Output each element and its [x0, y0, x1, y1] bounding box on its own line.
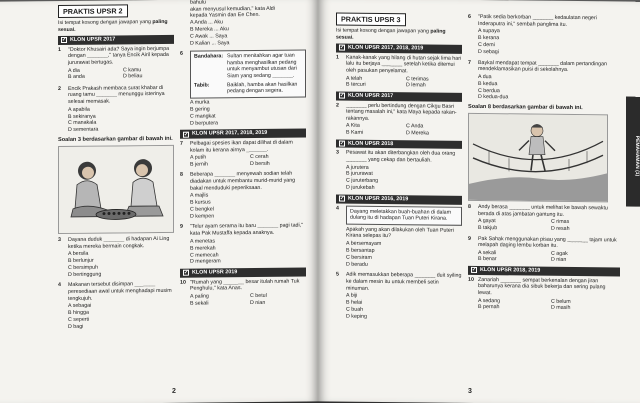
- option[interactable]: A supaya: [478, 28, 500, 35]
- option[interactable]: D nian: [250, 299, 266, 306]
- option[interactable]: C buah: [346, 306, 364, 313]
- klon-band: ✓ KLON UPSR 2018: [336, 139, 462, 149]
- section-heading: Soalan 8 berdasarkan gambar di bawah ini.: [468, 103, 583, 112]
- option[interactable]: B kerana: [478, 35, 500, 42]
- answer-options: [478, 28, 620, 57]
- bridge-illustration: [468, 113, 608, 202]
- practice-header: PRAKTIS UPSR 2: [58, 4, 128, 18]
- question-10: 10 "Rumah yang _______ besar itulah rumah Tuk Penghulu," kata Anas.: [180, 278, 300, 293]
- boy-on-suspension-bridge-image: [469, 114, 607, 201]
- option[interactable]: C kamu: [123, 66, 142, 73]
- question-1: 1 "Doktor Khusairi ada? Saya ingin berjumpa dengan _______," tanya Encik Airil kepada jururawat bertugas.: [58, 45, 170, 66]
- question-1: 1 Kanak-kanak yang hilang di hutan sejak lima hari lalu itu berjaya _______ setelah ketika ditemui oleh pasukan penyelamat.: [336, 54, 462, 75]
- answer-options: [190, 192, 306, 221]
- option[interactable]: D Mereka: [406, 130, 429, 137]
- option[interactable]: B hingga: [68, 309, 89, 317]
- question-9: 9 "Telur ayam serama itu baru _______ pagi tadi," kata Pak Mustaffa kepada anaknya.: [180, 222, 304, 237]
- option[interactable]: A dua: [478, 73, 492, 80]
- congkak-illustration: [58, 145, 174, 234]
- option[interactable]: B Mereka ... Aku: [190, 26, 229, 33]
- left-column-1: [58, 4, 174, 331]
- question-2: 2 Encik Prakash membaca surat khabar di ruang tamu _______ menunggu isterinya selesai memasak.: [58, 84, 165, 105]
- passage-box: Dayang meletakkan buah-buahan di dalam dulang itu di hadapan Tuan Puteri Kirana.: [346, 205, 462, 225]
- option[interactable]: C betul: [250, 292, 267, 300]
- option[interactable]: A bersila: [68, 250, 89, 258]
- option[interactable]: A bersemayam: [346, 240, 382, 248]
- option[interactable]: D nian: [551, 257, 567, 264]
- option[interactable]: C manakala: [68, 120, 97, 127]
- option[interactable]: A apabila: [68, 106, 90, 113]
- right-column-1: [336, 13, 462, 322]
- question-7: 7 Baykal mendapat tempat _______ dalam pertandingan mendeklamasikan puisi di sekolahnya.: [468, 59, 607, 74]
- option[interactable]: A gayat: [478, 218, 496, 225]
- children-playing-congkak-image: [59, 146, 173, 233]
- option[interactable]: D berputera: [190, 119, 218, 127]
- option[interactable]: B jururawat: [346, 171, 373, 178]
- answer-options: [478, 74, 620, 103]
- option[interactable]: A sedang: [478, 297, 501, 304]
- option[interactable]: A putih: [190, 154, 207, 161]
- speaker-label: Bandahara:: [194, 53, 224, 60]
- klon-band: ✓ KLON UPSR 2017: [336, 91, 462, 101]
- option[interactable]: A Kita: [346, 122, 360, 130]
- option[interactable]: C rimas: [551, 219, 570, 226]
- page-number: 2: [172, 388, 176, 396]
- option[interactable]: B Kami: [346, 129, 364, 136]
- option[interactable]: A sekali: [478, 249, 497, 256]
- option[interactable]: B sekali: [190, 300, 209, 307]
- answer-options: [478, 250, 620, 265]
- option[interactable]: C bersiram: [346, 254, 372, 261]
- option[interactable]: B berlunjur: [68, 257, 94, 265]
- answer-options: [346, 75, 462, 89]
- option[interactable]: D beliau: [123, 73, 143, 80]
- question-6: 6 "Patik sedia berkorban _______ kedaulatan negeri Inderaputra ini," sembah panglima itu.: [468, 13, 597, 28]
- option[interactable]: B gering: [190, 106, 210, 113]
- question-9: 9 Pak Sahak menggunakan pisau yang _______ tajam untuk melapah daging lembu korban itu.: [468, 235, 617, 249]
- option[interactable]: B benar: [478, 256, 497, 263]
- section-heading: Soalan 3 berdasarkan gambar di bawah ini.: [58, 135, 173, 144]
- side-tab: PEMAHAMAN (1): [626, 97, 640, 207]
- question-3: 3 Pesawat itu akan diterbangkan oleh dua orang _______ yang cekap dan bertauliah.: [336, 149, 456, 164]
- option[interactable]: D sebagi: [478, 48, 499, 56]
- option[interactable]: B jernih: [190, 161, 208, 168]
- option[interactable]: A majlis: [190, 192, 209, 199]
- klon-band: ✓ KLON UPSR 2017: [58, 35, 174, 45]
- option[interactable]: A jurutera: [346, 164, 369, 171]
- klon-band: ✓ KLON UPSR 2018, 2019: [468, 266, 620, 276]
- option[interactable]: D bertinggung: [68, 271, 102, 278]
- option[interactable]: C cerah: [250, 153, 269, 161]
- practice-header: PRAKTIS UPSR 3: [336, 13, 406, 27]
- option[interactable]: C belum: [551, 298, 571, 305]
- instruction: Isi tempat kosong dengan jawapan yang paling sesuai.: [58, 18, 168, 33]
- option[interactable]: D Kalian ... Saya: [190, 39, 230, 47]
- option[interactable]: D beradu: [346, 261, 368, 268]
- option[interactable]: C Awak ... Saya: [190, 32, 228, 40]
- instruction: Isi tempat kosong dengan jawapan yang paling sesuai.: [336, 27, 446, 41]
- answer-options: [68, 302, 174, 330]
- question-text: akan menyusul kemudian," kata Aldi: [190, 5, 275, 13]
- option[interactable]: C terimas: [406, 75, 429, 83]
- option[interactable]: C agak: [551, 250, 568, 257]
- option[interactable]: D jurukebah: [346, 184, 375, 192]
- option[interactable]: A sebagai: [68, 303, 92, 310]
- answer-options: [190, 98, 306, 127]
- option[interactable]: C bersimpuh: [68, 264, 99, 271]
- question-text: kepada Yasmin dan Ee Chen.: [190, 12, 260, 19]
- option[interactable]: D keping: [346, 313, 367, 320]
- option[interactable]: C memecah: [190, 251, 219, 259]
- answer-options: [190, 237, 306, 266]
- option[interactable]: C berdua: [478, 87, 500, 94]
- answer-options: [346, 164, 462, 193]
- klon-band: ✓ KLON UPSR 2017, 2018, 2019: [336, 44, 462, 54]
- option[interactable]: D masih: [551, 304, 571, 312]
- option[interactable]: A menetas: [190, 238, 216, 245]
- question-7: 7 Pelbagai spesies ikan dapat dilihat di dalam kolam itu kerana airnya _______.: [180, 139, 293, 154]
- right-column-2: [468, 14, 620, 312]
- option[interactable]: B bersantap: [346, 247, 375, 254]
- answer-options: [478, 218, 620, 233]
- left-page: [0, 0, 318, 403]
- option[interactable]: D bagi: [68, 323, 84, 330]
- option[interactable]: B takjub: [478, 224, 498, 232]
- question-8: 8 Andy berasa _______ untuk melihat ke bawah sewaktu berada di atas jambatan gantung itu.: [468, 203, 608, 218]
- dialogue-text: Sultan menitahkan agar tuan hamba menghasilkan pedang untuk menyambut utusan dari Siam yang sedang _______.: [227, 52, 297, 80]
- option[interactable]: B helai: [346, 299, 363, 306]
- question-8: 8 Beberapa _______ menyewah sodian telah diadakan untuk membantu murid-murid yang bakal menduduki peperiksaan.: [180, 170, 296, 192]
- answer-options: [190, 18, 306, 47]
- answer-options: [190, 154, 306, 168]
- speaker-label: Tabib:: [194, 82, 210, 89]
- option[interactable]: B pernah: [478, 304, 500, 311]
- question-text: bahulu: [190, 0, 206, 6]
- option[interactable]: D mengeram: [190, 258, 221, 266]
- left-column-2: [180, 0, 306, 307]
- klon-band: ✓ KLON UPSR 2017, 2018, 2019: [180, 129, 306, 139]
- option[interactable]: A biji: [346, 292, 358, 299]
- option[interactable]: B tercuri: [346, 81, 366, 89]
- dialogue-box: [190, 50, 306, 99]
- option[interactable]: D kempen: [190, 213, 215, 220]
- option[interactable]: A murka: [190, 99, 210, 106]
- answer-options: [478, 298, 620, 313]
- option[interactable]: C seperti: [68, 316, 90, 324]
- option[interactable]: C bengkel: [190, 206, 214, 213]
- previous-question-tail: [190, 0, 306, 20]
- option[interactable]: C Anda: [406, 123, 424, 130]
- question-2: 2 _______ perlu bertindung dengan Cikgu Basri tentang masalah ini," kata Maya kepada rakan-rakannya.: [336, 102, 457, 122]
- question-6: 6 Bandahara: Sultan menitahkan agar tuan hamba menghasilkan pedang untuk menyambut utusan dari Siam yang sedang _______. Tabib: Baiklah, hamba akan hasilkan pedang dengan segera.: [180, 50, 306, 99]
- answer-options: [190, 292, 306, 306]
- option[interactable]: B anda: [68, 73, 85, 81]
- option[interactable]: B kursus: [190, 199, 211, 206]
- option[interactable]: B kedua: [478, 80, 498, 87]
- option[interactable]: B sekiranya: [68, 113, 96, 120]
- klon-band: ✓ KLON UPSR 2016, 2019: [336, 194, 462, 204]
- option[interactable]: A dia: [68, 67, 80, 74]
- option[interactable]: C juruterbang: [346, 177, 379, 185]
- answer-options: [68, 66, 174, 80]
- answer-options: [68, 250, 174, 278]
- question-4-prompt: Apakah yang akan dilakukan oleh Tuan Puteri Kirana selepas itu?: [346, 226, 454, 240]
- option[interactable]: D lemah: [406, 82, 426, 89]
- option[interactable]: A paling: [190, 293, 209, 300]
- answer-options: [346, 293, 462, 322]
- option[interactable]: B merekah: [190, 245, 216, 252]
- option[interactable]: C demi: [478, 42, 495, 49]
- answer-options: [346, 123, 462, 137]
- question-5: 5 Adik memasukkan beberapa _______ duit syiling ke dalam mesin itu untuk membeli setin minuman.: [336, 271, 462, 292]
- option[interactable]: D bersih: [250, 160, 270, 167]
- option[interactable]: C mangkat: [190, 113, 216, 120]
- option[interactable]: A telah: [346, 75, 363, 82]
- question-4: 4 Dayang meletakkan buah-buahan di dalam dulang itu di hadapan Tuan Puteri Kirana.: [336, 205, 462, 226]
- answer-options: [68, 105, 174, 133]
- question-4: 4 Makanan tersebut disimpan _______ peresediaan awal untuk menghadapi musim tengkujuh.: [58, 281, 172, 302]
- klon-band: ✓ KLON UPSR 2019: [180, 267, 306, 277]
- right-page: [318, 0, 640, 403]
- option[interactable]: A Anda ... Aku: [190, 19, 223, 26]
- page-number: 3: [468, 388, 472, 396]
- question-10: 10 Zanariah _______ sempat berkenalan dengan jiran baharunya kerana dia sibuk bekerja dan sering pulang lewat.: [468, 276, 606, 297]
- answer-options: [346, 241, 462, 270]
- option[interactable]: D kedua-dua: [478, 94, 509, 101]
- dialogue-text: Baiklah, hamba akan hasilkan pedang dengan segera.: [227, 81, 298, 95]
- question-3: 3 Dayana duduk _______ di hadapan Ai Ling ketika mereka bermain congkak.: [58, 235, 170, 250]
- option[interactable]: D sementara: [68, 126, 99, 134]
- option[interactable]: D resah: [551, 225, 570, 232]
